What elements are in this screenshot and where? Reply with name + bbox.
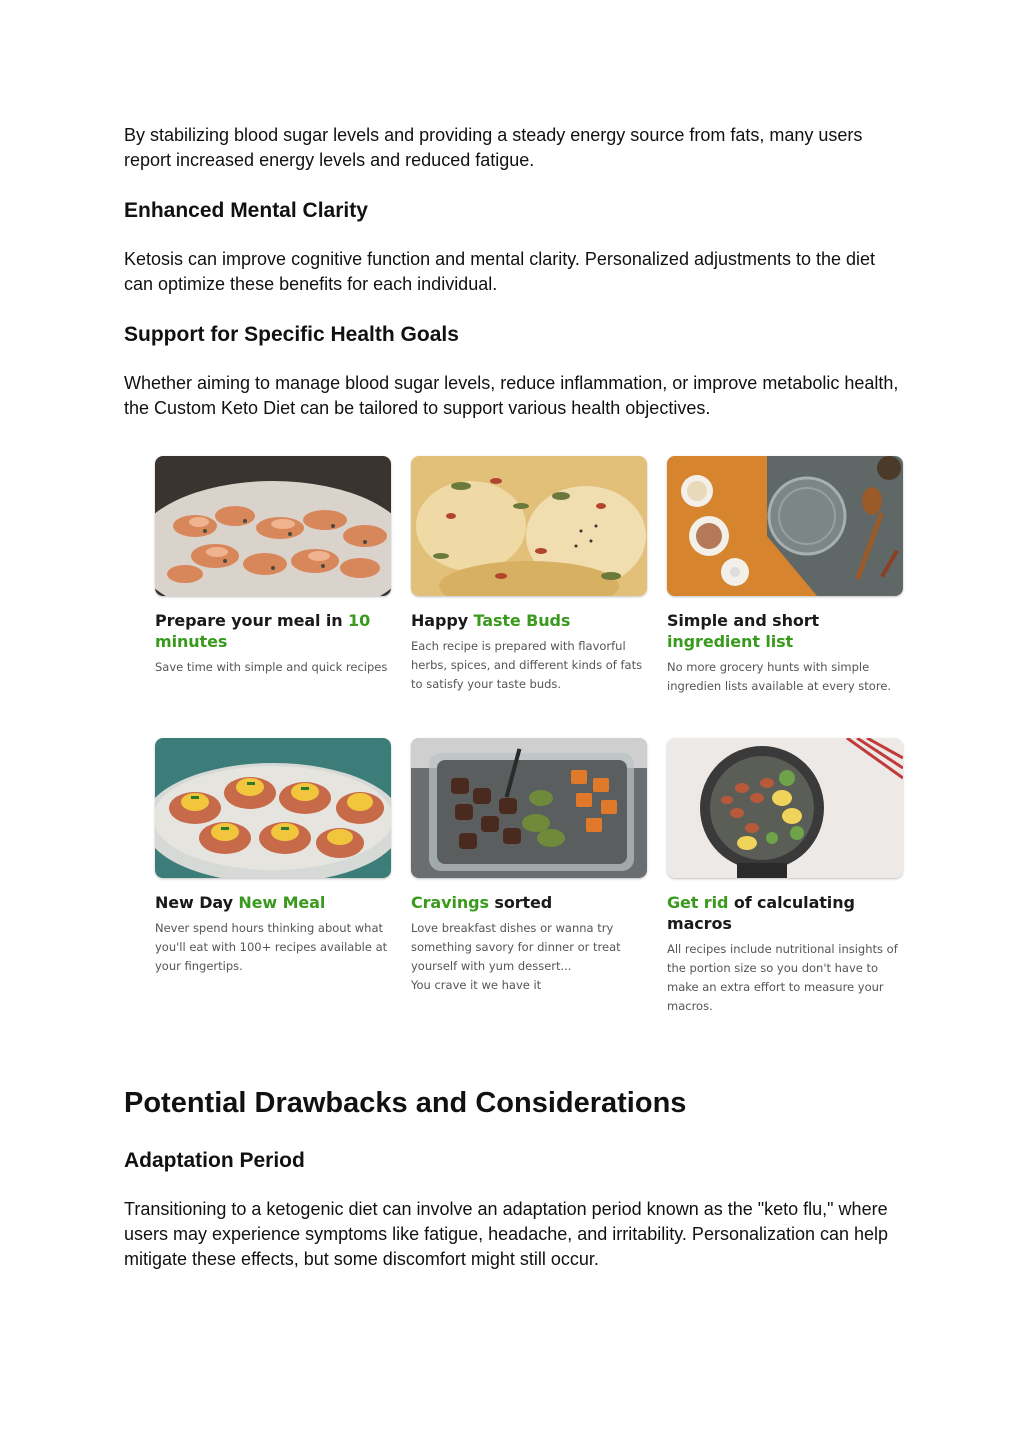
- blender-salad-photo: [667, 738, 903, 878]
- intro-paragraph: By stabilizing blood sugar levels and providing a steady energy source from fats, many users report increased energy levels and reduced fatigue.: [124, 125, 863, 170]
- meal-prep-photo: [411, 738, 647, 878]
- feature-description: All recipes include nutritional insights of the portion size so you don't have to make an extra effort to measure your macros.: [667, 942, 898, 1013]
- feature-card: [411, 456, 651, 694]
- section-heading-health-goals: Support for Specific Health Goals: [124, 323, 459, 346]
- feature-title: Simple and short ingredient list: [667, 611, 820, 651]
- shrimp-photo: [155, 456, 391, 596]
- feature-description: No more grocery hunts with simple ingredien lists available at every store.: [667, 660, 892, 693]
- feature-title: Cravings sorted: [411, 893, 553, 912]
- section-text-health-goals: Whether aiming to manage blood sugar levels, reduce inflammation, or improve metabolic health, the Custom Keto Diet can be tailored to support various health objectives.: [124, 373, 899, 418]
- feature-title: Happy Taste Buds: [411, 611, 571, 630]
- feature-description: Save time with simple and quick recipes: [155, 660, 388, 674]
- deviled-eggs-photo: [155, 738, 391, 878]
- section-heading-mental-clarity: Enhanced Mental Clarity: [124, 199, 368, 222]
- feature-description: Never spend hours thinking about what you'll eat with 100+ recipes available at your fingertips.: [155, 921, 388, 973]
- feature-grid: [152, 456, 904, 1016]
- feature-description: Each recipe is prepared with flavorful herbs, spices, and different kinds of fats to satisfy your taste buds.: [411, 639, 643, 691]
- feature-card: [667, 456, 907, 696]
- adaptation-text: Transitioning to a ketogenic diet can involve an adaptation period known as the "keto flu," where users may experience symptoms like fatigue, headache, and irritability. Personalization can help mitigate these effects, but some discomfort might still occur.: [124, 1199, 889, 1269]
- feature-card: [411, 738, 651, 995]
- feature-card: [155, 738, 395, 976]
- feature-card: [155, 456, 395, 677]
- ingredients-photo: [667, 456, 903, 596]
- adaptation-heading: Adaptation Period: [124, 1149, 305, 1172]
- section-text-mental-clarity: Ketosis can improve cognitive function and mental clarity. Personalized adjustments to the diet can optimize these benefits for each individual.: [124, 249, 876, 294]
- creamy-chicken-photo: [411, 456, 647, 596]
- feature-title: New Day New Meal: [155, 893, 326, 912]
- feature-description: Love breakfast dishes or wanna try something savory for dinner or treat yourself with yum dessert... You crave it we have it: [411, 921, 621, 992]
- feature-card: [667, 738, 907, 1016]
- drawbacks-heading: Potential Drawbacks and Considerations: [124, 1087, 687, 1119]
- feature-title: Prepare your meal in 10 minutes: [155, 611, 371, 651]
- feature-title: Get rid of calculating macros: [667, 893, 855, 933]
